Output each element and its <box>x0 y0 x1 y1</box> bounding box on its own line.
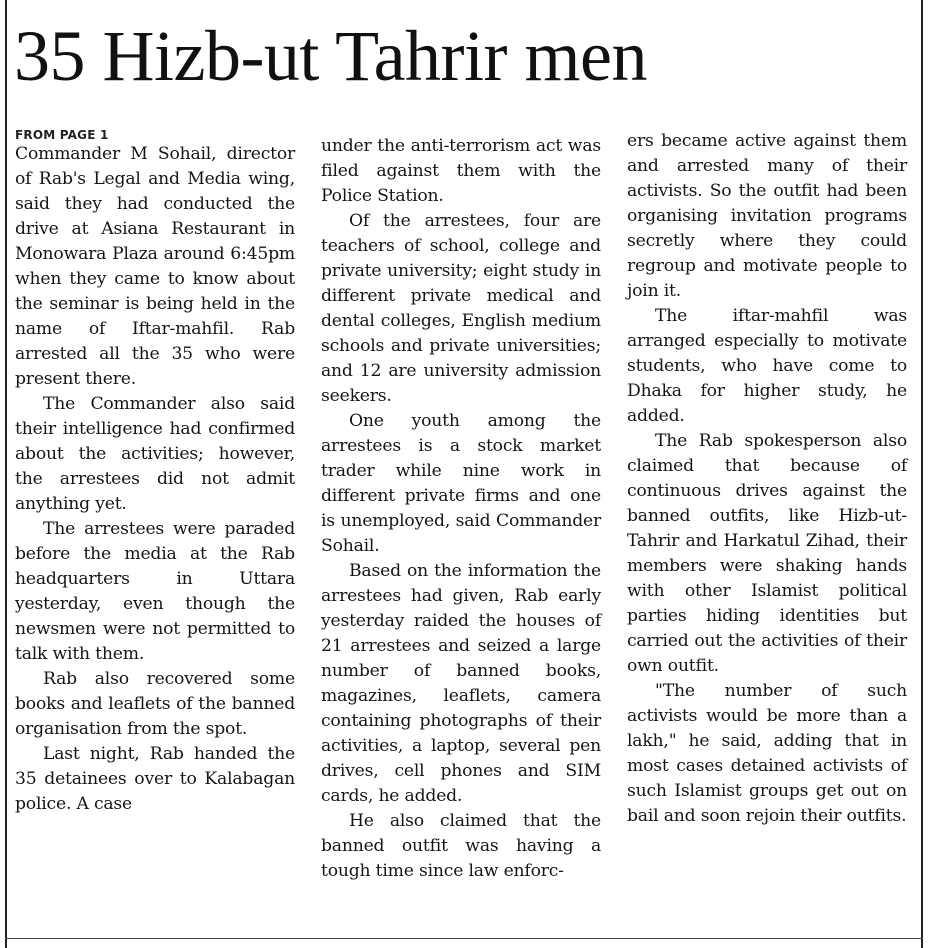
paragraph: Commander M Sohail, director of Rab's Legal and Media wing, said they had conducted the drive at Asiana Restaurant in Monowara Plaza around 6:45pm when they came to know about the seminar is being held in the name of Iftar-mahfil. Rab arrested all the 35 who were present there. <box>15 144 295 389</box>
paragraph: Rab also recovered some books and leaflets of the banned organisation from the spot. <box>15 669 295 739</box>
article-column-2 <box>321 134 601 884</box>
paragraph: The iftar-mahfil was arranged especially to motivate students, who have come to Dhaka for higher study, he added. <box>627 306 907 426</box>
paragraph: ers became active against them and arrested many of their activists. So the outfit had been organising invitation programs secretly where they could regroup and motivate people to join it. <box>627 131 907 301</box>
continuation-kicker: FROM PAGE 1 <box>15 128 109 142</box>
article-column-3 <box>627 129 907 829</box>
paragraph: The arrestees were paraded before the media at the Rab headquarters in Uttara yesterday, even though the newsmen were not permitted to talk with them. <box>15 519 295 664</box>
bottom-rule <box>5 938 923 939</box>
paragraph: "The number of such activists would be more than a lakh," he said, adding that in most cases detained activists of such Islamist groups get out on bail and soon rejoin their outfits. <box>627 681 907 826</box>
paragraph: The Commander also said their intelligence had confirmed about the activities; however, the arrestees did not admit anything yet. <box>15 394 295 514</box>
paragraph: He also claimed that the banned outfit was having a tough time since law enforc- <box>321 811 601 881</box>
paragraph: The Rab spokesperson also claimed that because of continuous drives against the banned outfits, like Hizb-ut-Tahrir and Harkatul Zihad, their members were shaking hands with other Islamist political parties hiding identities but carried out the activities of their own outfit. <box>627 431 907 676</box>
article-column-1 <box>15 129 295 817</box>
article-headline: 35 Hizb-ut Tahrir men <box>14 16 647 96</box>
left-column-rule <box>5 0 7 948</box>
paragraph: Of the arrestees, four are teachers of school, college and private university; eight study in different private medical and dental colleges, English medium schools and private universities; and 12 are university admission seekers. <box>321 211 601 406</box>
paragraph: One youth among the arrestees is a stock market trader while nine work in different private firms and one is unemployed, said Commander Sohail. <box>321 411 601 556</box>
paragraph: Based on the information the arrestees had given, Rab early yesterday raided the houses of 21 arrestees and seized a large number of banned books, magazines, leaflets, camera containing photographs of their activities, a laptop, several pen drives, cell phones and SIM cards, he added. <box>321 561 601 806</box>
right-column-rule <box>921 0 923 948</box>
paragraph: under the anti-terrorism act was filed against them with the Police Station. <box>321 136 601 206</box>
paragraph: Last night, Rab handed the 35 detainees over to Kalabagan police. A case <box>15 744 295 814</box>
